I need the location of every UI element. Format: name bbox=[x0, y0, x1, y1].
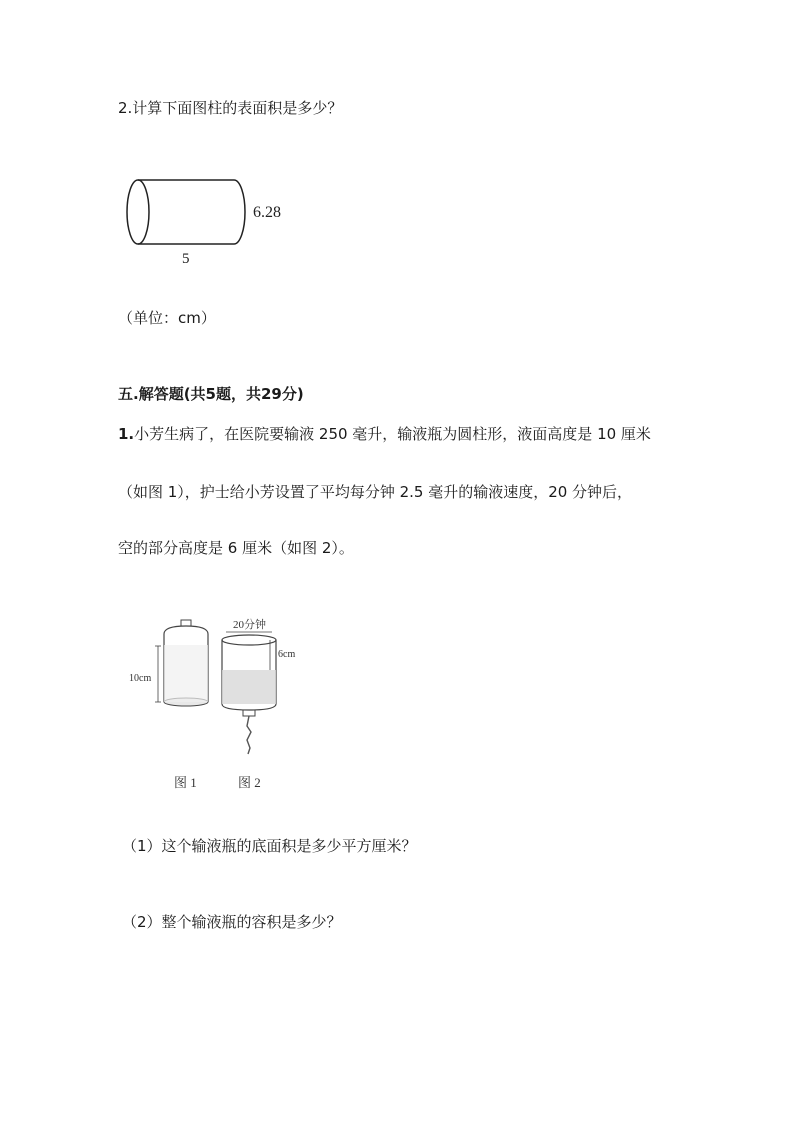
problem-number: 1. bbox=[118, 425, 135, 443]
cylinder-height-label: 6.28 bbox=[253, 204, 281, 221]
problem-1-line-1 bbox=[118, 424, 651, 444]
label-6cm: 6cm bbox=[278, 649, 296, 660]
infusion-bottle-figure bbox=[126, 612, 316, 802]
caption-figure-1: 图 1 bbox=[174, 775, 197, 790]
section-heading: 五.解答题(共5题，共29分) bbox=[118, 385, 304, 403]
problem-1-text-1: 小芳生病了，在医院要输液 250 毫升，输液瓶为圆柱形，液面高度是 10 厘米 bbox=[134, 425, 651, 443]
sub-question-2: （2）整个输液瓶的容积是多少？ bbox=[122, 913, 342, 931]
unit-note: （单位：cm） bbox=[118, 309, 216, 327]
caption-figure-2: 图 2 bbox=[238, 775, 261, 790]
label-10cm: 10cm bbox=[129, 673, 152, 684]
sub-question-1: （1）这个输液瓶的底面积是多少平方厘米？ bbox=[122, 837, 417, 855]
label-20-minutes: 20分钟 bbox=[233, 619, 266, 631]
problem-1-line-3: 空的部分高度是 6 厘米（如图 2）。 bbox=[118, 539, 354, 557]
cylinder-figure bbox=[118, 170, 318, 270]
problem-1-line-2: （如图 1），护士给小芳设置了平均每分钟 2.5 毫升的输液速度，20 分钟后， bbox=[118, 483, 633, 501]
cylinder-length-label: 5 bbox=[182, 251, 190, 267]
question-2-title: 2.计算下面图柱的表面积是多少？ bbox=[118, 99, 343, 117]
